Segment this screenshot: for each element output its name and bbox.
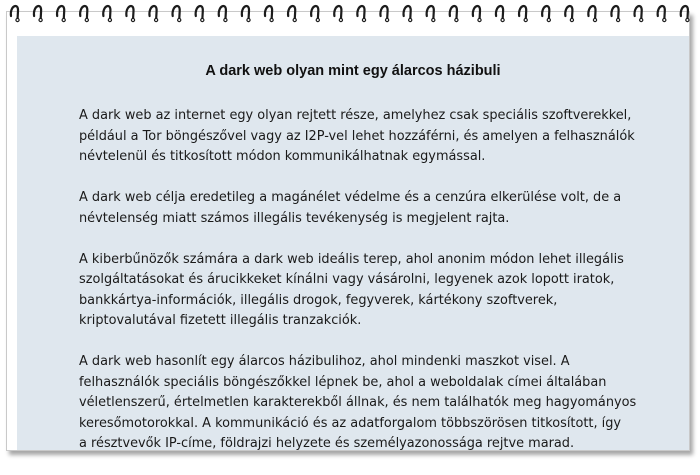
- text-line: névtelenség miatt számos illegális tevékenység is megjelent rajta.: [79, 210, 510, 226]
- spiral-ring-icon: [80, 6, 88, 22]
- text-line: szolgáltatásokat és árucikkeket kínálni vagy vásárolni, legyenek azok lopott iratok,: [79, 272, 615, 287]
- paragraph: [79, 188, 639, 229]
- spiral-ring-icon: [380, 6, 388, 22]
- text-line: kriptovalutával fizetett illegális tranzakciók.: [79, 313, 362, 328]
- spiral-ring-icon: [427, 6, 435, 22]
- spiral-ring-icon: [288, 6, 296, 22]
- text-line: felhasználók speciális böngészőkkel lépnek be, ahol a weboldalak címei általában: [79, 374, 607, 390]
- spiral-ring-icon: [611, 6, 619, 22]
- spiral-ring-icon: [565, 6, 573, 22]
- notebook-frame: [6, 11, 690, 451]
- spiral-ring-icon: [219, 6, 227, 22]
- text-line: például a Tor böngészővel vagy az I2P-vel lehet hozzáférni, és amelyen a felhasználók: [79, 128, 635, 144]
- text-line: véletlenszerű, értelmetlen karakterekből állnak, és nem találhatók meg hagyományos: [79, 395, 637, 410]
- text-line: keresőmotorokkal. A kommunikáció és az adatforgalom többszörösen titkosított, így: [79, 415, 622, 431]
- text-line: a résztvevők IP-címe, földrajzi helyzete és személyazonossága rejtve marad.: [79, 436, 575, 451]
- spiral-ring-icon: [404, 6, 412, 22]
- spiral-ring-icon: [149, 6, 157, 22]
- spiral-ring-icon: [681, 6, 689, 22]
- spiral-ring-icon: [635, 6, 643, 22]
- spiral-ring-icon: [473, 6, 481, 22]
- spiral-ring-icon: [334, 6, 342, 22]
- paragraph: [79, 352, 639, 455]
- spiral-ring-icon: [311, 6, 319, 22]
- spiral-ring-icon: [658, 6, 666, 22]
- spiral-ring-icon: [496, 6, 504, 22]
- spiral-ring-icon: [588, 6, 596, 22]
- paragraph: [79, 250, 639, 332]
- spiral-ring-icon: [11, 6, 19, 22]
- text-line: A dark web célja eredetileg a magánélet védelme és a cenzúra elkerülése volt, de a: [79, 190, 622, 205]
- spiral-ring-icon: [126, 6, 134, 22]
- spiral-ring-icon: [242, 6, 250, 22]
- spiral-ring-icon: [357, 6, 365, 22]
- spiral-ring-icon: [34, 6, 42, 22]
- spiral-ring-icon: [542, 6, 550, 22]
- spiral-ring-icon: [519, 6, 527, 22]
- spiral-ring-icon: [450, 6, 458, 22]
- text-line: bankkártya-információk, illegális drogok, fegyverek, kártékony szoftverek,: [79, 292, 558, 308]
- spiral-ring-icon: [57, 6, 65, 22]
- spiral-ring-icon: [265, 6, 273, 22]
- spiral-ring-icon: [103, 6, 111, 22]
- page-title: A dark web olyan mint egy álarcos házibuli: [205, 63, 501, 79]
- spiral-binding: [0, 0, 700, 24]
- text-line: A dark web hasonlít egy álarcos házibulihoz, ahol mindenki maszkot visel. A: [79, 354, 570, 369]
- text-line: A kiberbűnözők számára a dark web ideális terep, ahol anonim módon lehet illegális: [79, 251, 624, 267]
- spiral-ring-icon: [173, 6, 181, 22]
- paragraph: [79, 106, 639, 168]
- notebook-page: [17, 36, 689, 450]
- document-body: [79, 106, 639, 475]
- text-line: névtelenül és titkosított módon kommunikálhatnak egymással.: [79, 149, 486, 164]
- text-line: A dark web az internet egy olyan rejtett része, amelyhez csak speciális szoftverekkel,: [79, 108, 632, 123]
- spiral-ring-icon: [196, 6, 204, 22]
